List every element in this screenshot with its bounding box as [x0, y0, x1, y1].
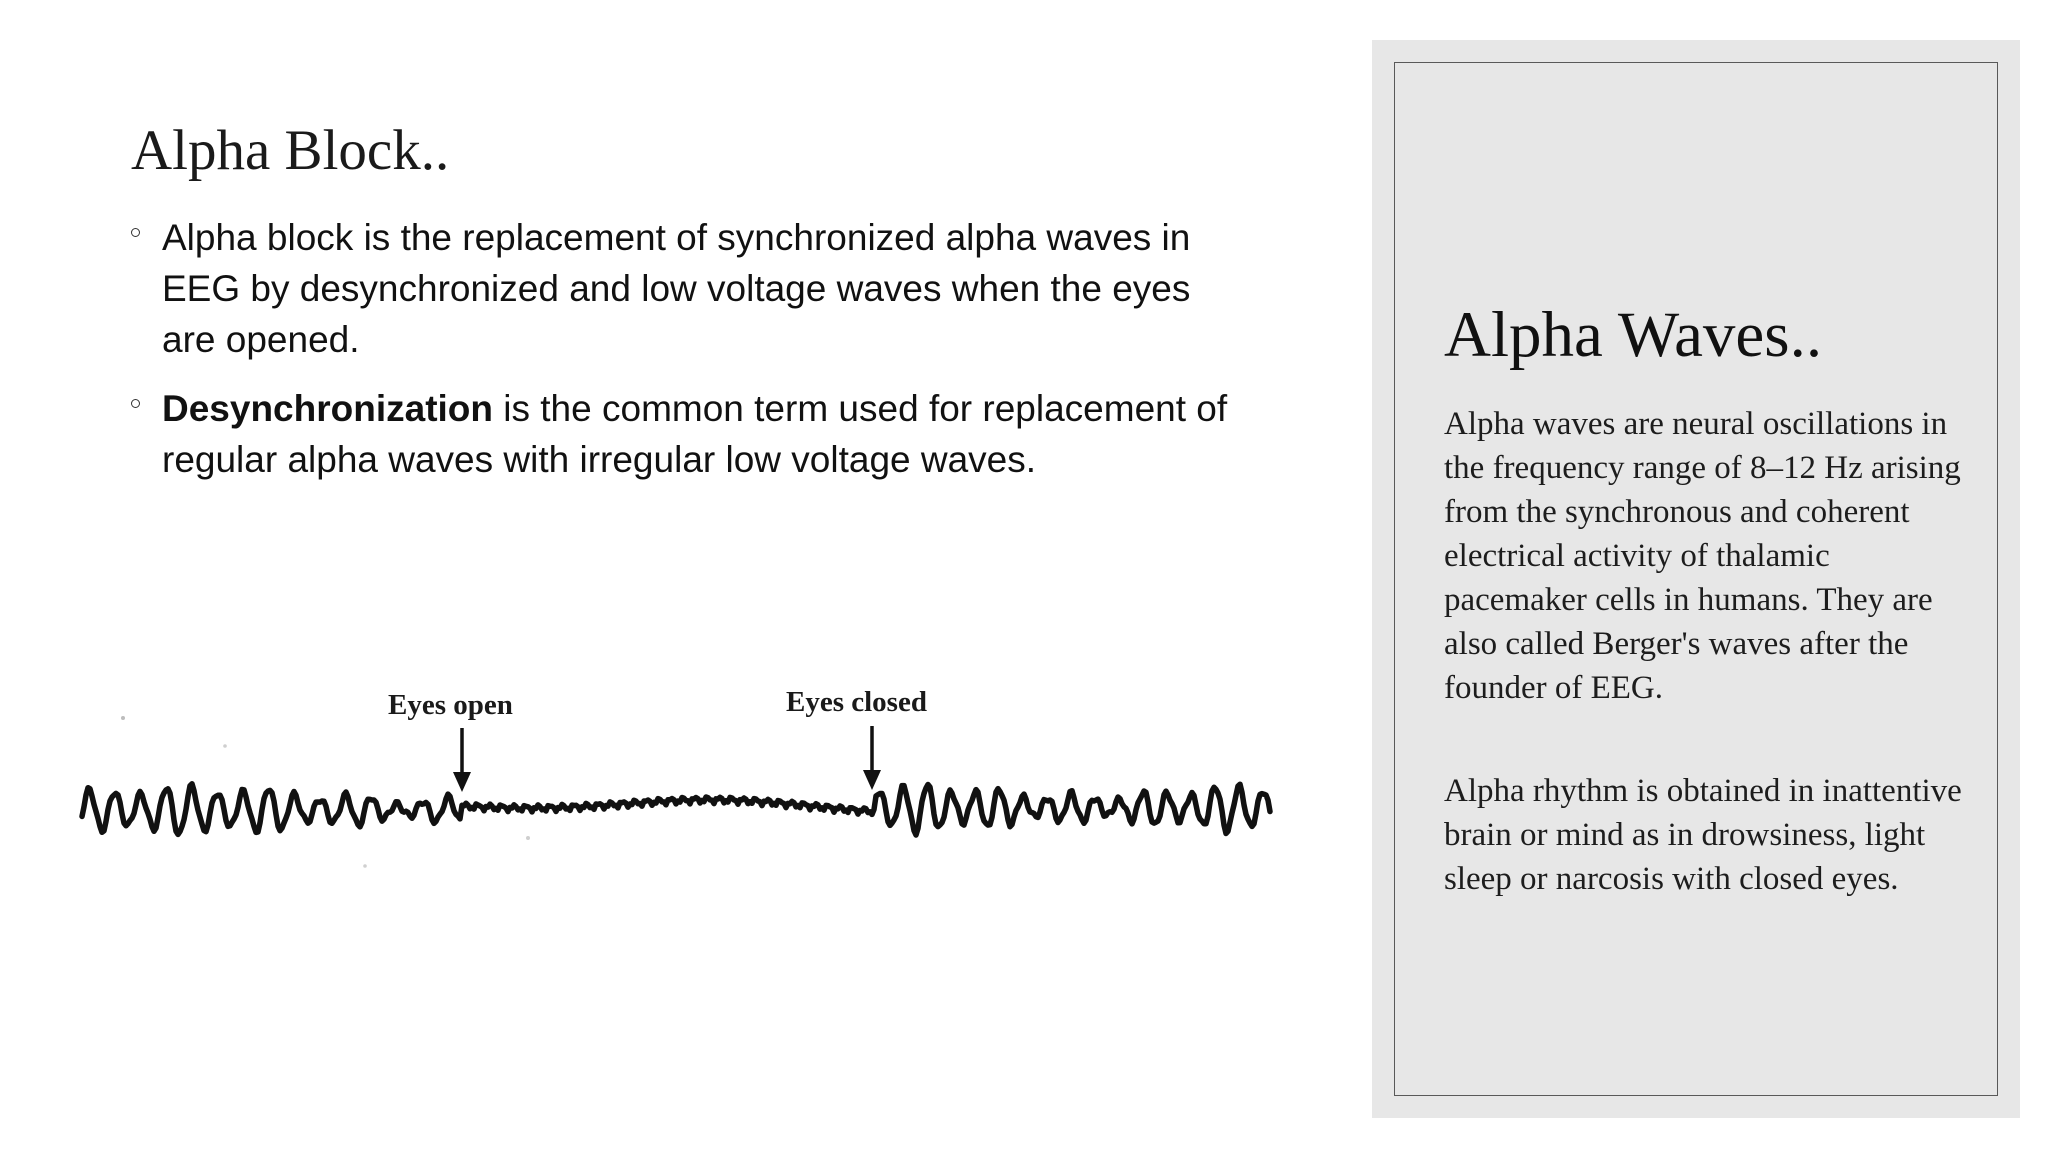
- eeg-waveform: [82, 784, 1270, 835]
- eyes-closed-arrow-icon: [863, 726, 881, 790]
- speck: [526, 836, 530, 840]
- slide-title: Alpha Block..: [131, 119, 450, 182]
- sidebar-panel: [1372, 40, 2020, 1118]
- eyes-open-label: Eyes open: [388, 689, 513, 721]
- speck: [121, 716, 125, 720]
- sidebar-paragraph: Alpha waves are neural oscillations in the frequency range of 8–12 Hz arising from the synchronous and coherent electrical activity of thalamic pacemaker cells in humans. They are also called Berger's waves after the founder of EEG.: [1444, 406, 1961, 706]
- bullet-circle-icon: [131, 228, 140, 237]
- sidebar-title: Alpha Waves..: [1444, 299, 1823, 371]
- sidebar-paragraph: Alpha rhythm is obtained in inattentive brain or mind as in drowsiness, light sleep or narcosis with closed eyes.: [1444, 773, 1962, 897]
- eyes-closed-label: Eyes closed: [786, 686, 927, 718]
- bullet-list: [131, 212, 1241, 503]
- bullet-text: Alpha block is the replacement of synchronized alpha waves in EEG by desynchronized and low voltage waves when the eyes are opened.: [162, 217, 1191, 360]
- bullet-circle-icon: [131, 399, 140, 408]
- bullet-text: is the common term used for replacement of regular alpha waves with irregular low voltage waves.: [162, 388, 1228, 480]
- eeg-trace-figure: [70, 670, 1280, 870]
- bullet-item-desynchronization: [131, 383, 1241, 485]
- speck: [363, 864, 367, 868]
- eyes-open-arrow-icon: [453, 728, 471, 792]
- bullet-item-alpha-block: [131, 212, 1241, 365]
- speck: [223, 744, 227, 748]
- bullet-term: Desynchronization: [162, 388, 493, 429]
